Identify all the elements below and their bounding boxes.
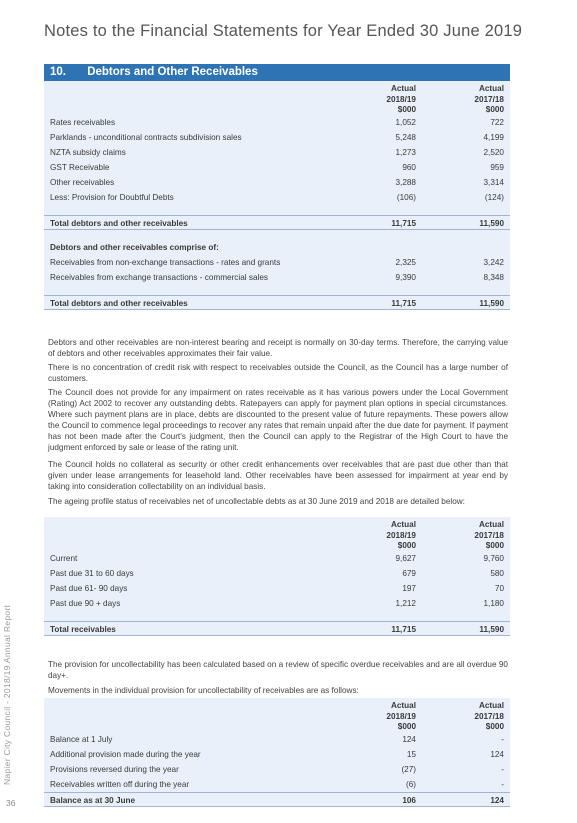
table-row: Past due 90 + days 1,212 1,180 [50, 599, 504, 608]
table-row: Balance at 1 July 124 - [50, 735, 504, 744]
column-header-prior: Actual 2017/18 $000 [474, 520, 504, 550]
table-row: Rates receivables 1,052 722 [50, 118, 504, 127]
column-header-prior: Actual 2017/18 $000 [474, 701, 504, 731]
column-header-current: Actual 2018/19 $000 [386, 84, 416, 114]
table-row: Other receivables 3,288 3,314 [50, 178, 504, 187]
table-row: GST Receivable 960 959 [50, 163, 504, 172]
paragraph: The Council holds no collateral as security or other credit enhancements over receivables that are past due other than that given under lease arrangements for leasehold land. Other receivables have been assessed for impairment at year end by taking into consideration collectability on an individual basis. [48, 460, 508, 491]
total-row: Total debtors and other receivables 11,715 11,590 [44, 215, 510, 230]
total-row: Total debtors and other receivables 11,715 11,590 [44, 295, 510, 310]
total-row: Total receivables 11,715 11,590 [44, 621, 510, 636]
provision-movement-table [44, 698, 510, 807]
column-header-row [44, 81, 510, 115]
page-number: 36 [6, 798, 16, 808]
column-header-current: Actual 2018/19 $000 [386, 520, 416, 550]
ageing-table [44, 517, 510, 636]
paragraph: Debtors and other receivables are non-interest bearing and receipt is normally on 30-day terms. Therefore, the carrying value of debtors and other receivables approximates their fair value. [48, 338, 508, 358]
column-header-prior: Actual 2017/18 $000 [474, 84, 504, 114]
paragraph: Movements in the individual provision for uncollectability of receivables are as follows: [48, 686, 359, 695]
section-title: Debtors and Other Receivables [87, 66, 258, 78]
table-row: Past due 61- 90 days 197 70 [50, 584, 504, 593]
table-row: Past due 31 to 60 days 679 580 [50, 569, 504, 578]
paragraph: There is no concentration of credit risk with respect to receivables outside the Council, as the Council has a large number of customers. [48, 363, 508, 383]
table-row: Parklands - unconditional contracts subdivision sales 5,248 4,199 [50, 133, 504, 142]
table-row: Receivables from non-exchange transactions - rates and grants 2,325 3,242 [50, 258, 504, 267]
table-row: Receivables from exchange transactions - commercial sales 9,390 8,348 [50, 273, 504, 282]
column-header-row [44, 517, 510, 551]
page-title: Notes to the Financial Statements for Year Ended 30 June 2019 [44, 22, 523, 40]
paragraph: The ageing profile status of receivables net of uncollectable debts as at 30 June 2019 and 2018 are detailed below: [48, 497, 465, 506]
section-header [44, 64, 510, 81]
side-label: Napier City Council - 2018/19 Annual Report [2, 604, 12, 785]
column-header-row [44, 698, 510, 732]
paragraph: The Council does not provide for any impairment on rates receivable as it has various powers under the Local Government (Rating) Act 2002 to recover any outstanding debts. Ratepayers can apply for payment plan options in special circumstances. Where such payment plans are in place, debts are discounted to the present value of future repayments. These powers allow the Council to commence legal proceedings to recover any rates that remain unpaid after the due date for payment. If payment has not been made after the Court's judgment, then the Council can apply to the Registrar of the High Court to have the judgment enforced by sale or lease of the rating unit. [48, 388, 508, 452]
section-number: 10. [50, 66, 66, 78]
table-row: Current 9,627 9,760 [50, 554, 504, 563]
table-row: Provisions reversed during the year (27) - [50, 765, 504, 774]
subsection-heading: Debtors and other receivables comprise of: [50, 243, 219, 252]
table-row: Receivables written off during the year (6) - [50, 780, 504, 789]
table-row: Additional provision made during the year 15 124 [50, 750, 504, 759]
table-row: NZTA subsidy claims 1,273 2,520 [50, 148, 504, 157]
total-row: Balance as at 30 June 106 124 [44, 792, 510, 807]
table-row: Less: Provision for Doubtful Debts (106) (124) [50, 193, 504, 202]
receivables-table [44, 81, 510, 310]
paragraph: The provision for uncollectability has been calculated based on a review of specific overdue receivables and are all overdue 90 day+. [48, 660, 508, 680]
column-header-current: Actual 2018/19 $000 [386, 701, 416, 731]
